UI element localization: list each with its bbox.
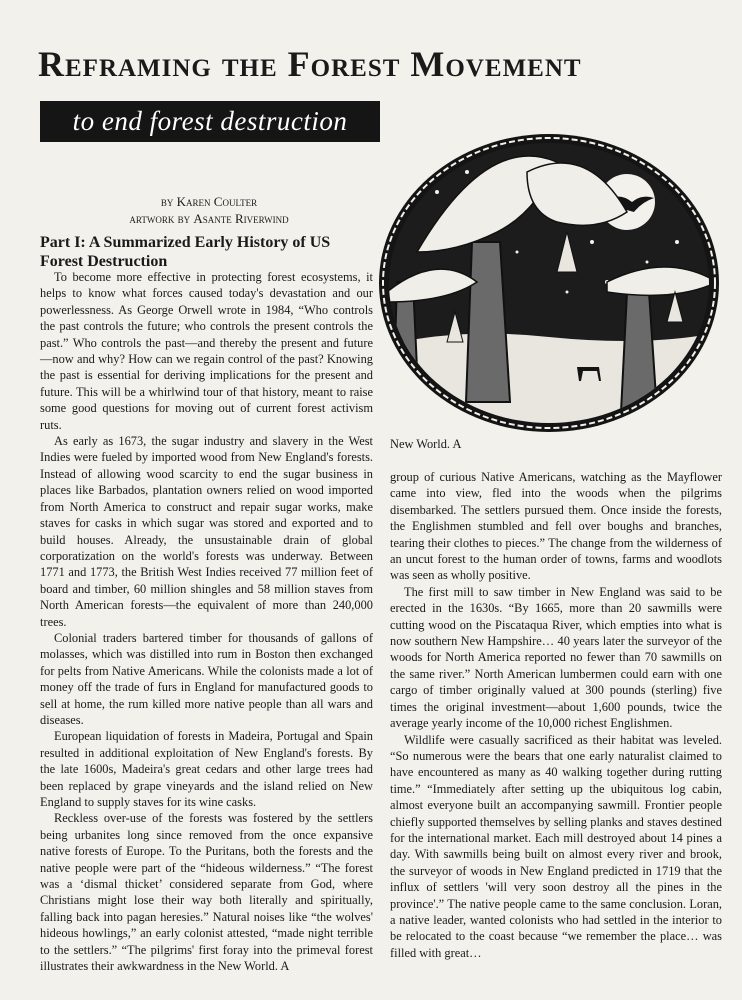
paragraph: The first mill to saw timber in New England was said to be erected in the 1630s. “By 1665, more than 20 sawmills were cutting wood on the Piscataqua River, which empties into what is now southern New Hampshire… 40 years later the surveyor of the woods for North America reported no fewer than 70 sawmills on the same river.” North American lumbermen could earn with one cargo of timber originally valued at 300 pounds (sterling) five times the original investment—about 1,600 pounds, twice the average yearly income of the 10,000 richest Englishmen. — [390, 584, 722, 731]
left-column — [40, 269, 373, 974]
paragraph-continuation: New World. A — [390, 437, 462, 451]
author-name: Karen Coulter — [176, 194, 258, 209]
author-line — [40, 193, 378, 210]
paragraph: Reckless over-use of the forests was fostered by the settlers being urbanites long since removed from the once expansive native forests of Europe. To the Puritans, both the forests and the native people were part of the “hideous wilderness.” “The forest was a ‘dismal thicket’ considered separate from God, where Christians might lose their way both literally and spiritually, falling back into pagan heresies.” Natural noises like “the wolves' hideous howlings,” an early colonist attested, “made night terrible to the settlers.” “The pilgrims' first foray into the primeval forest illustrates their awkwardness in the New World. A — [40, 811, 373, 974]
paragraph: Wildlife were casually sacrificed as their habitat was leveled. “So numerous were the bears that one early naturalist claimed to have encountered as many as 40 walking together during rutting time.” “Immediately after setting up the ubiquitous log cabin, almost everyone built an accompanying sawmill. Frontier people chiefly supported themselves by selling planks and staves destined for the international market. Each mill destroyed about 14 pines a day. With sawmills being built on almost every river and brook, the surveyor of woods in New England predicted in 1719 that the influx of settlers 'will very soon destroy all the pines in the province'.” The native people came to the same conclusion. Loran, a native leader, wanted colonists who had settled in the interior to be relocated to the coast because “we remember the place… was filled with great… — [390, 732, 722, 960]
paragraph: To become more effective in protecting forest ecosystems, it helps to know what forces caused today's devastation and our powerlessness. As George Orwell wrote in 1984, “Who controls the past controls the future; who controls the present controls the past.” Who controls the past—and thereby the present and future—now and why? How can we regain control of the past? Knowing the past is essential for deriving implications for the present and future. This will be a whirlwind tour of that history, meant to raise some good questions for moving out of current forest activism ruts. — [40, 270, 373, 432]
right-column-continuation — [390, 436, 710, 452]
forest-woodcut-illustration-icon — [377, 132, 721, 434]
right-column — [390, 469, 722, 961]
article-subtitle: to end forest destruction — [40, 101, 380, 142]
byline — [40, 193, 378, 227]
section-heading: Part I: A Summarized Early History of US Forest Destruction — [40, 234, 331, 270]
article-title: Reframing the Forest Movement — [38, 44, 582, 84]
artist-name: Asante Riverwind — [193, 211, 289, 226]
paragraph: Colonial traders bartered timber for thousands of gallons of molasses, which was distilled into rum in Boston then exchanged for pelts from Native Americans. While the colonists made a lot of money off the trade of furs in England for manufactured goods to sell at home, the rum killed more native people than all wars and diseases. — [40, 630, 373, 727]
artwork-credit-line — [40, 210, 378, 227]
byline-prefix: by — [160, 194, 174, 209]
paragraph: group of curious Native Americans, watching as the Mayflower came into view, fled into the woods when the pilgrims disembarked. The settlers pursued them. Once inside the forests, the Englishmen stumbled and fell over boughs and branches, tearing their clothes to pieces.” The change from the wilderness of an uncut forest to the human order of towns, farms and woodlots was seen as wholly positive. — [390, 470, 722, 583]
paragraph: European liquidation of forests in Madeira, Portugal and Spain resulted in additional exploitation of New England's forests. By the late 1600s, Madeira's great cedars and other large trees had been replaced by grape vineyards and the island relied on New England to supply staves for its wine casks. — [40, 729, 373, 809]
artwork-prefix: artwork by — [129, 211, 191, 226]
paragraph: As early as 1673, the sugar industry and slavery in the West Indies were fueled by imported wood from New England's forests. Instead of allowing wood scarcity to end the sugar business in places like Barbados, plantation owners relied on wood imported from North America to construct and repair sugar works, make staves for casks in which sugar was stored and exported and to build houses. Already, the unsustainable drain of global corporatization on the world's forests was underway. Between 1771 and 1773, the British West Indies received 77 million feet of board and timber, 60 million shingles and 58 million staves from North American forests—the equivalent of more than 240,000 trees. — [40, 434, 373, 629]
